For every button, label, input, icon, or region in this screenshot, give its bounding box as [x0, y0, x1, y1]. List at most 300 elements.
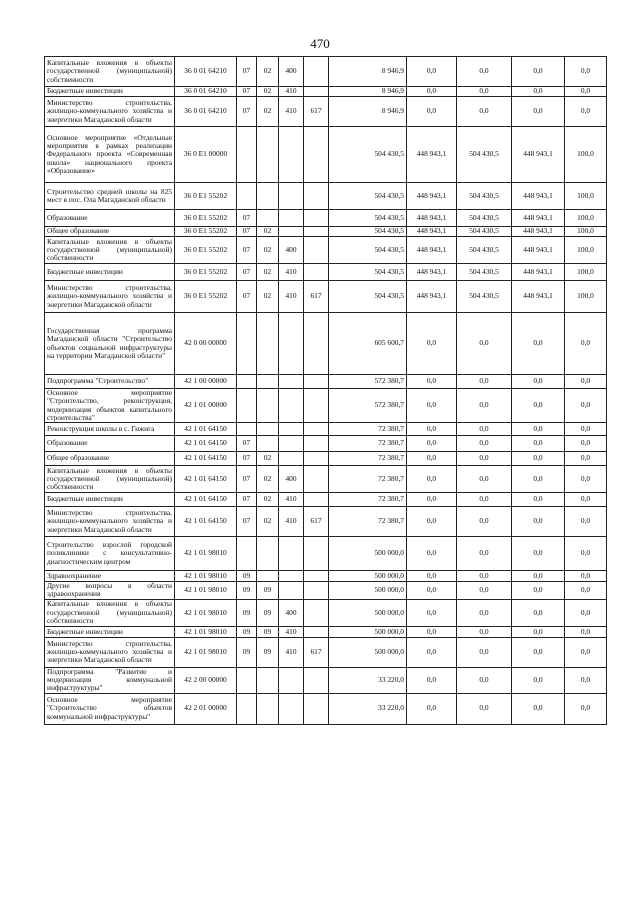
row-value-2: 504 430,5	[457, 237, 512, 264]
row-code: 36 0 E1 55202	[175, 183, 237, 210]
row-code: 42 1 01 64150	[175, 436, 237, 452]
row-percent: 100,0	[565, 264, 607, 281]
row-value-3: 0,0	[512, 626, 565, 637]
row-ministry-code	[304, 493, 329, 507]
row-value-2: 0,0	[457, 693, 512, 724]
row-planned-sum: 572 380,7	[329, 389, 407, 423]
row-expense-type	[279, 571, 304, 582]
row-ministry-code	[304, 599, 329, 626]
row-value-1: 448 943,1	[407, 237, 457, 264]
row-value-3: 448 943,1	[512, 210, 565, 227]
row-planned-sum: 504 430,5	[329, 210, 407, 227]
table-row	[45, 281, 607, 313]
row-value-2: 0,0	[457, 667, 512, 693]
table-row	[45, 389, 607, 423]
row-subsection: 02	[257, 452, 279, 466]
row-planned-sum: 500 000,0	[329, 637, 407, 667]
row-percent: 0,0	[565, 507, 607, 537]
row-name: Основное мероприятие «Отдельные мероприятия в рамках реализации Федерального проекта «Современная школа» национального проекта «Образование»	[45, 127, 175, 183]
row-section: 07	[237, 264, 257, 281]
row-name: Другие вопросы в области здравоохранения	[45, 582, 175, 600]
row-code: 36 0 E1 00000	[175, 127, 237, 183]
row-subsection: 02	[257, 97, 279, 127]
row-name: Здравоохранение	[45, 571, 175, 582]
row-expense-type: 400	[279, 57, 304, 87]
row-ministry-code	[304, 582, 329, 600]
row-section: 07	[237, 466, 257, 493]
row-value-1: 0,0	[407, 599, 457, 626]
row-percent: 0,0	[565, 626, 607, 637]
row-value-3: 448 943,1	[512, 127, 565, 183]
row-name: Строительство средней школы на 825 мест в пос. Ола Магаданской области	[45, 183, 175, 210]
row-code: 36 0 01 64210	[175, 97, 237, 127]
row-subsection	[257, 127, 279, 183]
row-subsection: 09	[257, 626, 279, 637]
row-section: 07	[237, 237, 257, 264]
row-value-1: 0,0	[407, 97, 457, 127]
row-value-3: 448 943,1	[512, 183, 565, 210]
row-name: Образование	[45, 210, 175, 227]
row-value-1: 0,0	[407, 466, 457, 493]
row-percent: 0,0	[565, 57, 607, 87]
row-ministry-code	[304, 57, 329, 87]
row-section	[237, 537, 257, 571]
row-code: 36 0 01 64210	[175, 87, 237, 97]
row-value-2: 0,0	[457, 313, 512, 375]
row-expense-type: 410	[279, 637, 304, 667]
row-value-2: 0,0	[457, 493, 512, 507]
row-name: Основное мероприятие "Строительство, реконструкция, модернизация объектов капитального строительства"	[45, 389, 175, 423]
row-code: 42 2 00 00000	[175, 667, 237, 693]
row-percent: 0,0	[565, 466, 607, 493]
row-value-2: 504 430,5	[457, 281, 512, 313]
row-planned-sum: 605 600,7	[329, 313, 407, 375]
table-row	[45, 626, 607, 637]
row-name: Основное мероприятие "Строительство объектов коммунальной инфраструктуры"	[45, 693, 175, 724]
row-value-2: 0,0	[457, 423, 512, 436]
table-row	[45, 436, 607, 452]
row-value-1: 448 943,1	[407, 227, 457, 237]
row-section	[237, 183, 257, 210]
row-code: 42 1 01 98010	[175, 571, 237, 582]
row-value-1: 0,0	[407, 313, 457, 375]
row-ministry-code	[304, 693, 329, 724]
row-value-3: 448 943,1	[512, 281, 565, 313]
row-expense-type: 410	[279, 264, 304, 281]
row-value-1: 0,0	[407, 537, 457, 571]
row-name: Бюджетные инвестиции	[45, 493, 175, 507]
table-row	[45, 466, 607, 493]
row-planned-sum: 500 000,0	[329, 571, 407, 582]
row-code: 36 0 E1 55202	[175, 281, 237, 313]
row-percent: 0,0	[565, 693, 607, 724]
row-value-3: 0,0	[512, 389, 565, 423]
row-section: 09	[237, 582, 257, 600]
row-percent: 100,0	[565, 183, 607, 210]
row-subsection	[257, 693, 279, 724]
row-expense-type	[279, 313, 304, 375]
row-planned-sum: 504 430,5	[329, 237, 407, 264]
table-row	[45, 313, 607, 375]
row-value-1: 0,0	[407, 87, 457, 97]
table-row	[45, 183, 607, 210]
row-value-2: 0,0	[457, 87, 512, 97]
row-value-3: 0,0	[512, 97, 565, 127]
row-ministry-code	[304, 667, 329, 693]
row-code: 42 2 01 00000	[175, 693, 237, 724]
row-planned-sum: 72 380,7	[329, 436, 407, 452]
row-value-3: 0,0	[512, 537, 565, 571]
row-value-1: 0,0	[407, 667, 457, 693]
row-name: Подпрограмма "Строительство"	[45, 375, 175, 389]
row-subsection: 02	[257, 57, 279, 87]
row-value-1: 0,0	[407, 582, 457, 600]
row-section: 07	[237, 210, 257, 227]
row-section: 09	[237, 571, 257, 582]
row-expense-type: 410	[279, 281, 304, 313]
row-percent: 100,0	[565, 237, 607, 264]
row-percent: 0,0	[565, 389, 607, 423]
row-section	[237, 389, 257, 423]
page-number: 470	[310, 36, 330, 51]
row-code: 42 0 00 00000	[175, 313, 237, 375]
row-value-3: 0,0	[512, 87, 565, 97]
row-expense-type	[279, 127, 304, 183]
table-row	[45, 87, 607, 97]
row-planned-sum: 504 430,5	[329, 281, 407, 313]
row-subsection	[257, 667, 279, 693]
table-row	[45, 264, 607, 281]
row-value-3: 0,0	[512, 599, 565, 626]
table-row	[45, 127, 607, 183]
row-value-1: 0,0	[407, 423, 457, 436]
row-code: 36 0 E1 55202	[175, 210, 237, 227]
row-planned-sum: 500 000,0	[329, 626, 407, 637]
row-ministry-code	[304, 313, 329, 375]
row-value-1: 0,0	[407, 571, 457, 582]
row-section: 07	[237, 493, 257, 507]
row-subsection	[257, 183, 279, 210]
row-name: Общее образование	[45, 227, 175, 237]
row-percent: 0,0	[565, 667, 607, 693]
row-code: 42 1 01 98010	[175, 582, 237, 600]
row-name: Бюджетные инвестиции	[45, 264, 175, 281]
row-percent: 0,0	[565, 493, 607, 507]
row-code: 42 1 01 64150	[175, 452, 237, 466]
row-planned-sum: 72 380,7	[329, 452, 407, 466]
row-expense-type	[279, 436, 304, 452]
table-row	[45, 507, 607, 537]
table-row	[45, 227, 607, 237]
row-section	[237, 423, 257, 436]
row-ministry-code: 617	[304, 507, 329, 537]
row-subsection	[257, 210, 279, 227]
row-expense-type	[279, 210, 304, 227]
row-section: 07	[237, 87, 257, 97]
row-section: 07	[237, 57, 257, 87]
row-name: Капитальные вложения в объекты государственной (муниципальной) собственности	[45, 57, 175, 87]
row-percent: 0,0	[565, 537, 607, 571]
row-section: 07	[237, 227, 257, 237]
row-subsection: 02	[257, 87, 279, 97]
row-expense-type: 410	[279, 493, 304, 507]
budget-table	[44, 56, 607, 725]
row-name: Реконструкция школы в с. Гижига	[45, 423, 175, 436]
table-row	[45, 452, 607, 466]
row-code: 42 1 01 98010	[175, 599, 237, 626]
row-percent: 0,0	[565, 582, 607, 600]
table-row	[45, 667, 607, 693]
row-subsection: 02	[257, 493, 279, 507]
row-value-2: 504 430,5	[457, 264, 512, 281]
row-subsection	[257, 375, 279, 389]
table-row	[45, 423, 607, 436]
row-name: Строительство взрослой городской поликлиники с консультативно-диагностическим центром	[45, 537, 175, 571]
row-value-3: 0,0	[512, 452, 565, 466]
row-subsection	[257, 436, 279, 452]
row-value-2: 0,0	[457, 436, 512, 452]
row-value-1: 0,0	[407, 693, 457, 724]
row-ministry-code	[304, 127, 329, 183]
row-planned-sum: 572 380,7	[329, 375, 407, 389]
row-code: 36 0 E1 55202	[175, 237, 237, 264]
row-value-3: 448 943,1	[512, 264, 565, 281]
row-expense-type: 410	[279, 87, 304, 97]
row-planned-sum: 504 430,5	[329, 127, 407, 183]
row-value-3: 0,0	[512, 436, 565, 452]
row-value-2: 0,0	[457, 389, 512, 423]
row-expense-type	[279, 389, 304, 423]
row-planned-sum: 72 380,7	[329, 493, 407, 507]
table-row	[45, 493, 607, 507]
row-subsection: 02	[257, 237, 279, 264]
row-name: Бюджетные инвестиции	[45, 87, 175, 97]
row-ministry-code	[304, 626, 329, 637]
row-value-3: 0,0	[512, 667, 565, 693]
row-expense-type	[279, 582, 304, 600]
row-name: Подпрограмма "Развитие и модернизация коммунальной инфраструктуры"	[45, 667, 175, 693]
row-value-2: 504 430,5	[457, 127, 512, 183]
row-value-3: 448 943,1	[512, 237, 565, 264]
row-section: 07	[237, 452, 257, 466]
row-name: Капитальные вложения в объекты государственной (муниципальной) собственности	[45, 599, 175, 626]
table-row	[45, 693, 607, 724]
row-subsection: 09	[257, 582, 279, 600]
row-planned-sum: 33 220,0	[329, 693, 407, 724]
row-value-2: 0,0	[457, 637, 512, 667]
row-name: Министерство строительства, жилищно-коммунального хозяйства и энергетики Магаданской области	[45, 507, 175, 537]
row-expense-type	[279, 375, 304, 389]
row-value-1: 448 943,1	[407, 127, 457, 183]
row-percent: 0,0	[565, 452, 607, 466]
row-subsection: 02	[257, 466, 279, 493]
row-percent: 100,0	[565, 227, 607, 237]
row-value-2: 0,0	[457, 599, 512, 626]
row-planned-sum: 504 430,5	[329, 183, 407, 210]
row-ministry-code	[304, 423, 329, 436]
row-ministry-code	[304, 537, 329, 571]
row-planned-sum: 504 430,5	[329, 264, 407, 281]
row-section: 07	[237, 281, 257, 313]
row-ministry-code	[304, 389, 329, 423]
row-percent: 0,0	[565, 375, 607, 389]
row-name: Капитальные вложения в объекты государственной (муниципальной) собственности	[45, 466, 175, 493]
row-section	[237, 313, 257, 375]
row-expense-type	[279, 183, 304, 210]
row-ministry-code: 617	[304, 281, 329, 313]
row-subsection	[257, 423, 279, 436]
row-ministry-code	[304, 571, 329, 582]
row-value-3: 0,0	[512, 466, 565, 493]
row-value-2: 0,0	[457, 582, 512, 600]
row-name: Министерство строительства, жилищно-коммунального хозяйства и энергетики Магаданской области	[45, 281, 175, 313]
row-expense-type	[279, 227, 304, 237]
row-section	[237, 667, 257, 693]
row-planned-sum: 8 946,9	[329, 97, 407, 127]
row-expense-type: 400	[279, 237, 304, 264]
row-code: 36 0 01 64210	[175, 57, 237, 87]
row-percent: 100,0	[565, 281, 607, 313]
row-expense-type: 410	[279, 97, 304, 127]
row-subsection: 02	[257, 281, 279, 313]
row-expense-type: 400	[279, 599, 304, 626]
row-planned-sum: 72 380,7	[329, 466, 407, 493]
row-value-3: 0,0	[512, 571, 565, 582]
table-row	[45, 210, 607, 227]
row-code: 42 1 01 64150	[175, 493, 237, 507]
row-code: 42 1 01 00000	[175, 389, 237, 423]
row-value-2: 0,0	[457, 452, 512, 466]
row-section: 09	[237, 637, 257, 667]
table-row	[45, 375, 607, 389]
table-row	[45, 571, 607, 582]
row-code: 36 0 E1 55202	[175, 227, 237, 237]
row-value-2: 504 430,5	[457, 210, 512, 227]
row-code: 42 1 01 98010	[175, 626, 237, 637]
table-row	[45, 97, 607, 127]
row-value-2: 504 430,5	[457, 183, 512, 210]
row-percent: 0,0	[565, 571, 607, 582]
table-row	[45, 237, 607, 264]
row-expense-type: 410	[279, 626, 304, 637]
row-planned-sum: 8 946,9	[329, 87, 407, 97]
row-percent: 100,0	[565, 127, 607, 183]
row-code: 42 1 01 98010	[175, 537, 237, 571]
row-expense-type: 410	[279, 507, 304, 537]
row-code: 36 0 E1 55202	[175, 264, 237, 281]
row-value-2: 0,0	[457, 57, 512, 87]
row-code: 42 1 01 64150	[175, 423, 237, 436]
row-section: 07	[237, 507, 257, 537]
row-percent: 0,0	[565, 87, 607, 97]
row-ministry-code	[304, 227, 329, 237]
row-percent: 0,0	[565, 436, 607, 452]
row-value-1: 0,0	[407, 507, 457, 537]
row-expense-type	[279, 423, 304, 436]
row-value-3: 0,0	[512, 313, 565, 375]
row-section: 07	[237, 436, 257, 452]
row-value-2: 504 430,5	[457, 227, 512, 237]
row-ministry-code: 617	[304, 637, 329, 667]
row-value-1: 0,0	[407, 57, 457, 87]
row-name: Министерство строительства, жилищно-коммунального хозяйства и энергетики Магаданской области	[45, 97, 175, 127]
row-subsection: 02	[257, 227, 279, 237]
row-expense-type	[279, 693, 304, 724]
row-value-2: 0,0	[457, 466, 512, 493]
row-subsection: 09	[257, 599, 279, 626]
row-ministry-code	[304, 466, 329, 493]
row-percent: 0,0	[565, 423, 607, 436]
row-value-1: 0,0	[407, 436, 457, 452]
row-subsection	[257, 537, 279, 571]
row-value-1: 0,0	[407, 626, 457, 637]
row-subsection	[257, 571, 279, 582]
row-name: Образование	[45, 436, 175, 452]
row-value-3: 0,0	[512, 637, 565, 667]
table-row	[45, 57, 607, 87]
row-value-3: 448 943,1	[512, 227, 565, 237]
row-value-3: 0,0	[512, 423, 565, 436]
row-value-1: 0,0	[407, 375, 457, 389]
row-value-3: 0,0	[512, 57, 565, 87]
row-code: 42 1 01 64150	[175, 507, 237, 537]
row-value-2: 0,0	[457, 97, 512, 127]
row-section: 09	[237, 599, 257, 626]
row-value-3: 0,0	[512, 507, 565, 537]
row-value-1: 0,0	[407, 452, 457, 466]
row-code: 42 1 00 00000	[175, 375, 237, 389]
row-value-2: 0,0	[457, 626, 512, 637]
row-value-2: 0,0	[457, 571, 512, 582]
row-ministry-code	[304, 264, 329, 281]
row-percent: 0,0	[565, 313, 607, 375]
row-value-1: 448 943,1	[407, 281, 457, 313]
row-planned-sum: 72 380,7	[329, 423, 407, 436]
row-value-1: 448 943,1	[407, 183, 457, 210]
row-value-1: 0,0	[407, 493, 457, 507]
row-expense-type: 400	[279, 466, 304, 493]
row-value-3: 0,0	[512, 582, 565, 600]
row-value-2: 0,0	[457, 375, 512, 389]
row-section	[237, 375, 257, 389]
row-planned-sum: 500 000,0	[329, 582, 407, 600]
row-value-3: 0,0	[512, 375, 565, 389]
row-section: 09	[237, 626, 257, 637]
row-value-2: 0,0	[457, 507, 512, 537]
row-planned-sum: 500 000,0	[329, 537, 407, 571]
row-subsection: 02	[257, 264, 279, 281]
row-planned-sum: 33 220,0	[329, 667, 407, 693]
row-planned-sum: 8 946,9	[329, 57, 407, 87]
row-section: 07	[237, 97, 257, 127]
row-name: Министерство строительства, жилищно-коммунального хозяйства и энергетики Магаданской области	[45, 637, 175, 667]
row-subsection: 09	[257, 637, 279, 667]
row-subsection	[257, 389, 279, 423]
row-percent: 0,0	[565, 637, 607, 667]
row-planned-sum: 504 430,5	[329, 227, 407, 237]
row-percent: 100,0	[565, 210, 607, 227]
row-percent: 0,0	[565, 97, 607, 127]
row-subsection	[257, 313, 279, 375]
row-value-1: 0,0	[407, 637, 457, 667]
row-code: 42 1 01 64150	[175, 466, 237, 493]
row-ministry-code	[304, 375, 329, 389]
table-body	[45, 57, 607, 725]
row-ministry-code: 617	[304, 97, 329, 127]
table-row	[45, 637, 607, 667]
row-ministry-code	[304, 87, 329, 97]
row-value-3: 0,0	[512, 493, 565, 507]
